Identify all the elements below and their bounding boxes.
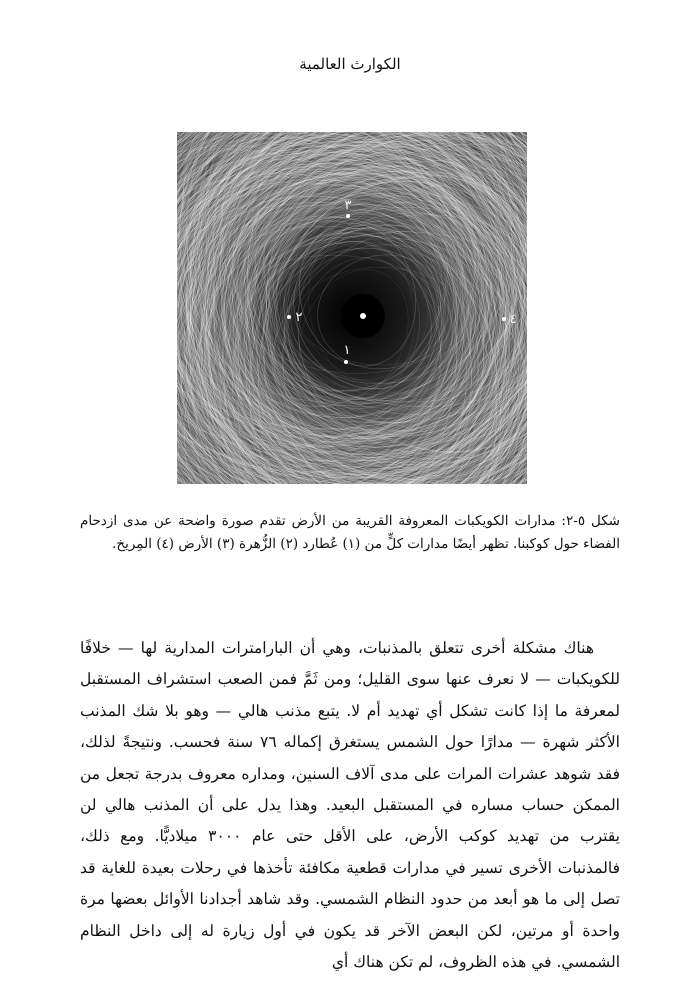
body-text (80, 633, 620, 978)
orbits-image (177, 132, 527, 484)
orbit-label-3: ٣ (344, 198, 352, 213)
orbit-label-1: ١ (343, 343, 351, 358)
orbit-marker-1 (344, 360, 348, 364)
orbit-marker-3 (346, 214, 350, 218)
caption-text: شكل ٥-٢: مدارات الكويكبات المعروفة القريبة من الأرض تقدم صورة واضحة عن مدى ازدحام الفضاء حول كوكبنا. تظهر أيضًا مدارات كلٍّ من (١) عُطارد (٢) الزُّهرة (٣) الأرض (٤) المِريخ. (80, 513, 620, 552)
running-head: الكوارث العالمية (299, 55, 401, 73)
body-paragraph: هناك مشكلة أخرى تتعلق بالمذنبات، وهي أن البارامترات المدارية لها — خلافًا للكويكبات — لا نعرف عنها سوى القليل؛ ومن ثَمَّ فمن الصعب استشراف المستقبل لمعرفة ما إذا كانت تشكل أي تهديد أم لا. يتبع مذنب هالي — وهو بلا شك المذنب الأكثر شهرة — مدارًا حول الشمس يستغرق إكماله ٧٦ سنة فحسب. ونتيجةً لذلك، فقد شوهد عشرات المرات على مدى آلاف السنين، ومداره معروف بدرجة تجعل من الممكن حساب مساره في المستقبل البعيد. وهذا يدل على أن المذنب هالي لن يقترب من تهديد كوكب الأرض، على الأقل حتى عام ٣٠٠٠ ميلاديًّا. ومع ذلك، فالمذنبات الأخرى تسير في مدارات قطعية مكافئة تأخذها في رحلات بعيدة للغاية قد تصل إلى ما هو أبعد من حدود النظام الشمسي. وقد شاهد أجدادنا الأوائل بعضها مرة واحدة أو مرتين، لكن البعض الآخر قد يكون في أول زيارة له إلى داخل النظام الشمسي. في هذه الظروف، لم تكن هناك أي (80, 639, 620, 972)
orbit-label-2: ٢ (295, 310, 303, 325)
sun-marker (360, 313, 366, 319)
orbit-marker-4 (502, 317, 506, 321)
orbits-figure (177, 132, 527, 484)
orbit-marker-2 (287, 315, 291, 319)
figure-caption (80, 510, 620, 556)
orbit-label-4: ٤ (509, 312, 517, 327)
